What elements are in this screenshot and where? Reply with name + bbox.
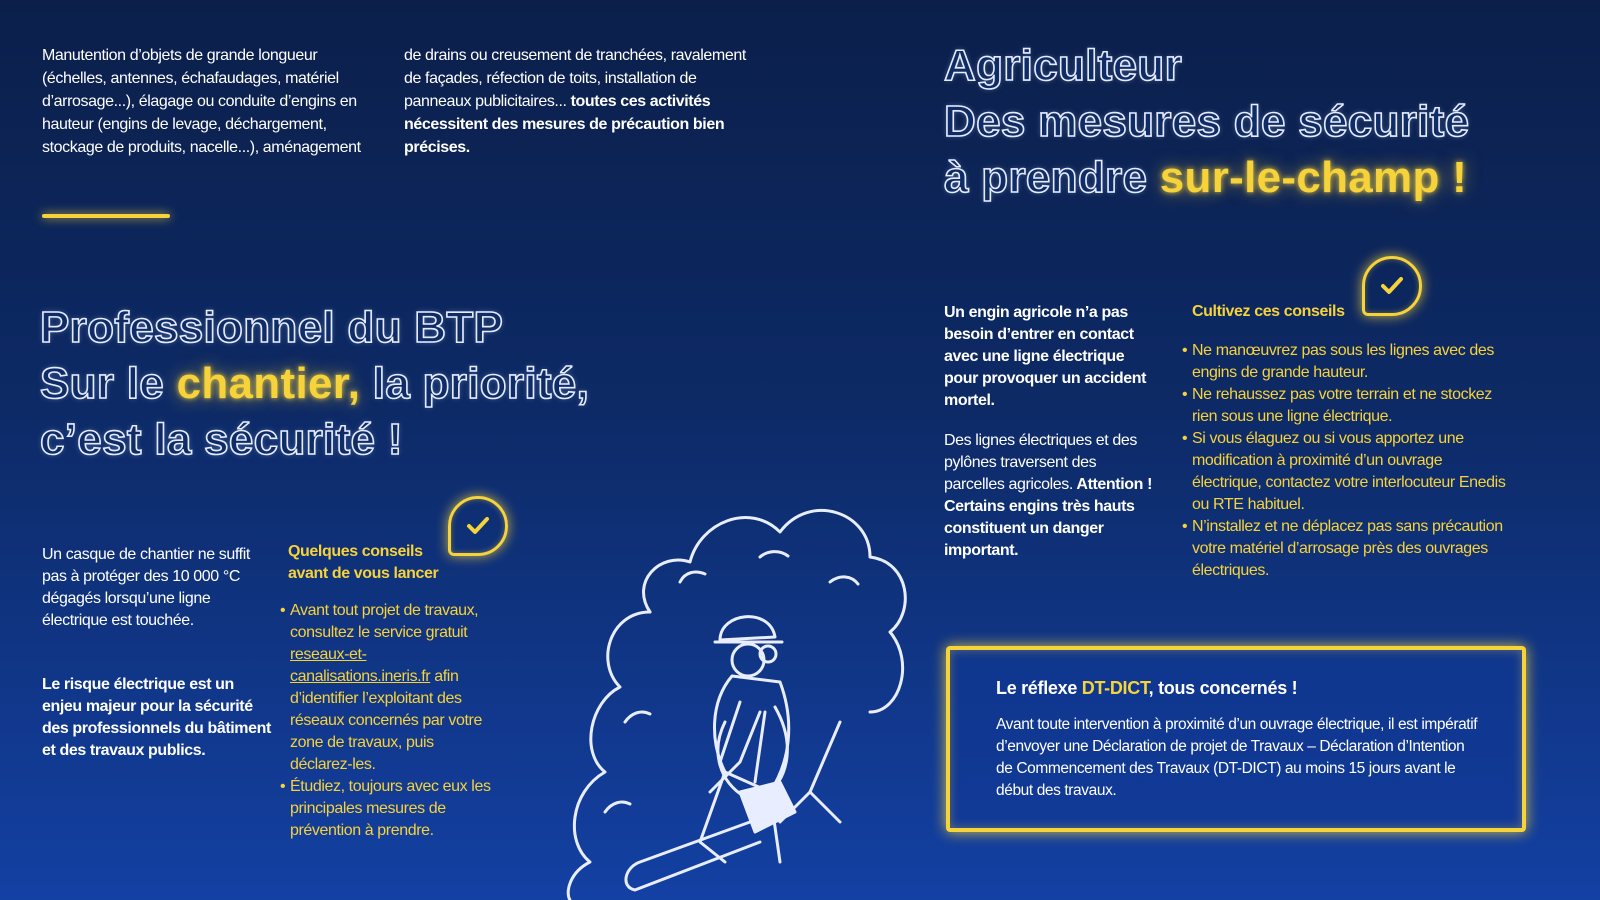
agri-tips-list (1182, 340, 1512, 582)
check-icon (463, 511, 493, 541)
dtdict-body: Avant toute intervention à proximité d’un ouvrage électrique, il est impératif d’envoyer une Déclaration de projet de Travaux – Déclaration d’Intention de Commencement des Travaux (DT-DICT) au moins 15 jours avant le début des travaux. (996, 716, 1478, 799)
agri-title-line1: Agriculteur (944, 41, 1182, 90)
agri-title-highlight: sur-le-champ ! (1159, 153, 1468, 202)
agri-tip-item: • Ne rehaussez pas votre terrain et ne stockez rien sous une ligne électrique. (1182, 384, 1512, 428)
btp-title-line2-pre: Sur le (40, 359, 177, 408)
dtdict-heading (996, 676, 1482, 700)
btp-tip-item: • Étudiez, toujours avec eux les principales mesures de prévention à prendre. (280, 776, 495, 842)
agri-tip-item: • N’installez et ne déplacez pas sans précaution votre matériel d’arrosage près des ouvrages électriques. (1182, 516, 1512, 582)
btp-title-line1: Professionnel du BTP (40, 303, 504, 352)
btp-left-para2: Le risque électrique est un enjeu majeur pour la sécurité des professionnels du bâtiment et des travaux publics. (42, 676, 271, 759)
intro-col2-bold: toutes ces activités nécessitent des mesures de précaution bien précises. (404, 93, 725, 156)
agri-left-para2-regular: Des lignes électriques et des pylônes traversent des parcelles agricoles. (944, 432, 1137, 493)
btp-title (40, 300, 680, 468)
btp-tip-item (280, 600, 495, 776)
dtdict-heading-pre: Le réflexe (996, 678, 1082, 698)
btp-title-line3: c’est la sécurité ! (40, 415, 403, 464)
agri-left-para2-bold: Attention ! Certains engins très hauts constituent un danger important. (944, 476, 1152, 559)
reseaux-link[interactable]: reseaux-et-canalisations.ineris.fr (290, 646, 431, 685)
btp-title-line2 (40, 356, 680, 412)
btp-tip1-text: Avant tout projet de travaux, consultez le service gratuit (290, 602, 479, 641)
lumberjack-chainsaw-illustration (510, 462, 930, 900)
agri-tips-heading: Cultivez ces conseils (1192, 303, 1345, 320)
btp-title-line2-post: la priorité, (360, 359, 590, 408)
check-icon (1377, 271, 1407, 301)
btp-tips-heading: Quelques conseils avant de vous lancer (288, 543, 439, 582)
btp-left-para1: Un casque de chantier ne suffit pas à protéger des 10 000 °C dégagés lorsqu’une ligne électrique est touchée. (42, 546, 250, 629)
btp-tips-list (280, 600, 495, 842)
btp-title-highlight: chantier, (176, 359, 361, 408)
btp-tip1-text-post: afin d’identifier l’exploitant des réseaux concernés par votre zone de travaux, puis déclarez-les. (290, 668, 482, 773)
intro-text-col2 (404, 44, 754, 159)
agri-tip-item: • Ne manœuvrez pas sous les lignes avec des engins de grande hauteur. (1182, 340, 1512, 384)
agri-tip-item: • Si vous élaguez ou si vous apportez une modification à proximité d’un ouvrage électrique, contactez votre interlocuteur Enedis ou RTE habituel. (1182, 428, 1512, 516)
agri-left-para1: Un engin agricole n’a pas besoin d’entrer en contact avec une ligne électrique pour provoquer un accident mortel. (944, 304, 1147, 409)
agri-title (944, 38, 1564, 206)
agri-title-line2: Des mesures de sécurité (944, 97, 1470, 146)
accent-divider (42, 214, 170, 218)
dtdict-box (946, 646, 1526, 832)
dtdict-heading-post: , tous concernés ! (1148, 678, 1298, 698)
agri-title-line3-pre: à prendre (944, 153, 1160, 202)
intro-col2-regular: de drains ou creusement de tranchées, ravalement de façades, réfection de toits, installation de panneaux publicitaires... (404, 47, 746, 110)
agri-title-line3 (944, 150, 1564, 206)
dtdict-highlight: DT-DICT (1081, 678, 1149, 698)
agri-left-para2 (944, 430, 1159, 562)
intro-text-col1: Manutention d’objets de grande longueur (échelles, antennes, échafaudages, matériel d’arrosage...), élagage ou conduite d’engins en hauteur (engins de levage, déchargement, stockage de produits, nacelle...), aménagement (42, 47, 361, 156)
